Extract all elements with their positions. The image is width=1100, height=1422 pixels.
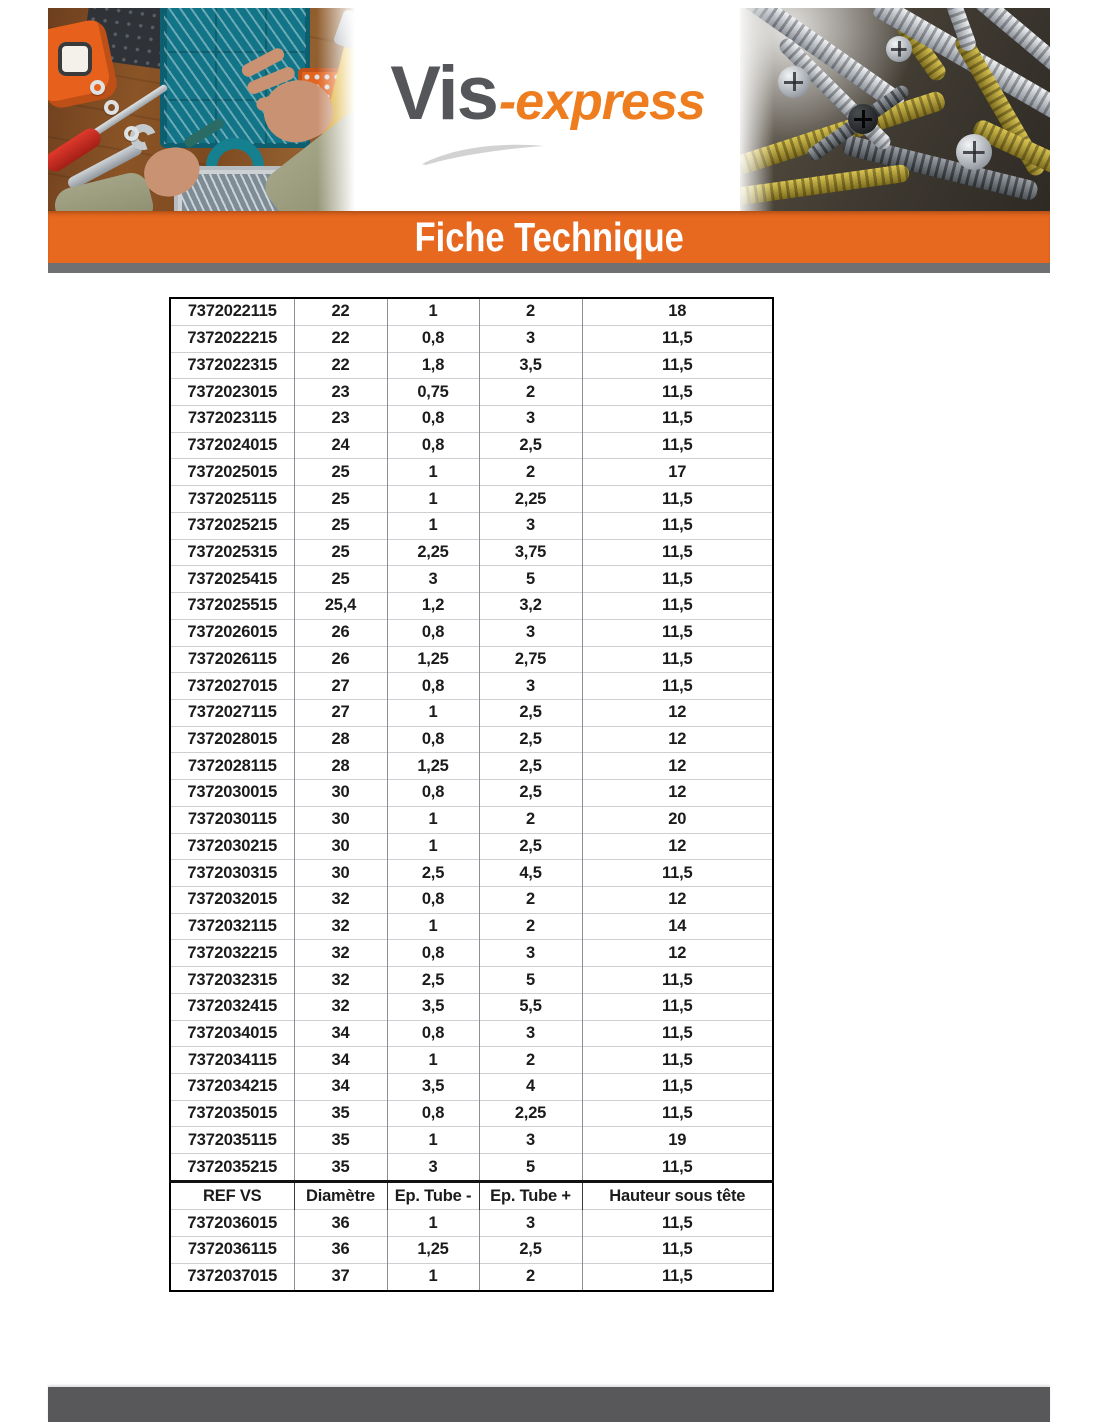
table-cell: 1	[387, 1263, 479, 1291]
table-row	[170, 1154, 773, 1182]
table-cell: 37	[294, 1263, 387, 1291]
table-cell: 2,5	[479, 726, 582, 753]
table-cell: 0,8	[387, 406, 479, 433]
table-cell: 0,8	[387, 1020, 479, 1047]
table-cell: 11,5	[582, 619, 773, 646]
washer-shape	[104, 100, 119, 115]
table-cell: 27	[294, 699, 387, 726]
table-cell: 11,5	[582, 646, 773, 673]
table-cell: 7372035215	[170, 1154, 294, 1182]
table-row	[170, 512, 773, 539]
table-cell: 22	[294, 352, 387, 379]
table-cell: 2,5	[479, 780, 582, 807]
table-cell: 11,5	[582, 566, 773, 593]
table-cell: 11,5	[582, 539, 773, 566]
table-cell: 1,8	[387, 352, 479, 379]
table-cell: 7372027015	[170, 673, 294, 700]
table-cell: 0,8	[387, 886, 479, 913]
table-row	[170, 1100, 773, 1127]
table-row	[170, 1127, 773, 1154]
table-cell: 2,5	[479, 699, 582, 726]
table-row	[170, 1210, 773, 1237]
table-cell: 25,4	[294, 593, 387, 620]
table-cell: 2,5	[479, 753, 582, 780]
workbench-photo	[48, 8, 355, 211]
table-row	[170, 1020, 773, 1047]
table-cell: 1,25	[387, 646, 479, 673]
table-row	[170, 486, 773, 513]
table-row	[170, 1237, 773, 1264]
table-cell: 11,5	[582, 486, 773, 513]
brand-logo	[390, 51, 705, 136]
table-cell: 0,8	[387, 1100, 479, 1127]
table-cell: 1,25	[387, 1237, 479, 1264]
table-cell: 3,5	[387, 993, 479, 1020]
screws-pile-photo	[740, 8, 1050, 211]
table-cell: 4,5	[479, 860, 582, 887]
table-cell: 2,5	[479, 833, 582, 860]
table-cell: 11,5	[582, 1074, 773, 1101]
table-cell: 1	[387, 913, 479, 940]
table-cell: 1	[387, 512, 479, 539]
table-cell: 3	[479, 619, 582, 646]
table-row	[170, 619, 773, 646]
table-cell: 11,5	[582, 379, 773, 406]
title-banner	[48, 211, 1050, 263]
table-cell: 7372030015	[170, 780, 294, 807]
table-cell: 11,5	[582, 967, 773, 994]
table-cell: 0,8	[387, 432, 479, 459]
table-cell: 3,5	[387, 1074, 479, 1101]
table-cell: 26	[294, 646, 387, 673]
table-cell: 7372025415	[170, 566, 294, 593]
table-cell: 14	[582, 913, 773, 940]
screw-head-shape	[886, 36, 912, 62]
table-cell: 12	[582, 753, 773, 780]
table-cell: 1	[387, 298, 479, 325]
table-cell: 7372032215	[170, 940, 294, 967]
table-cell: 2,75	[479, 646, 582, 673]
table-cell: 11,5	[582, 1210, 773, 1237]
table-cell: 26	[294, 619, 387, 646]
table-row	[170, 352, 773, 379]
table-cell: 36	[294, 1210, 387, 1237]
table-cell: 35	[294, 1154, 387, 1182]
table-row	[170, 646, 773, 673]
tape-measure-face-shape	[58, 42, 92, 76]
table-header-row	[170, 1182, 773, 1210]
table-cell: 28	[294, 753, 387, 780]
page-title: Fiche Technique	[414, 213, 684, 260]
table-cell: 1	[387, 1127, 479, 1154]
table-cell: 7372025115	[170, 486, 294, 513]
table-cell: 11,5	[582, 1047, 773, 1074]
table-cell: 11,5	[582, 406, 773, 433]
table-cell: 7372034115	[170, 1047, 294, 1074]
table-cell: 2,5	[387, 967, 479, 994]
table-cell: 7372028115	[170, 753, 294, 780]
table-row	[170, 753, 773, 780]
table-cell: 35	[294, 1100, 387, 1127]
table-cell: 22	[294, 298, 387, 325]
table-cell: 7372034215	[170, 1074, 294, 1101]
table-cell: 23	[294, 379, 387, 406]
table-cell: 12	[582, 699, 773, 726]
table-cell: 0,8	[387, 673, 479, 700]
table-row	[170, 379, 773, 406]
table-row	[170, 967, 773, 994]
table-cell: 0,75	[387, 379, 479, 406]
table-cell: 0,8	[387, 325, 479, 352]
table-cell: 3,75	[479, 539, 582, 566]
table-cell: 1	[387, 459, 479, 486]
table-cell: 2,25	[479, 1100, 582, 1127]
table-cell: 34	[294, 1074, 387, 1101]
table-cell: 11,5	[582, 593, 773, 620]
table-cell: 3	[479, 673, 582, 700]
table-cell: 7372022315	[170, 352, 294, 379]
table-cell: 32	[294, 940, 387, 967]
table-cell: 12	[582, 780, 773, 807]
table-cell: 25	[294, 539, 387, 566]
spec-table	[169, 297, 774, 1292]
table-cell: 2	[479, 806, 582, 833]
table-cell: 0,8	[387, 780, 479, 807]
logo-swoosh-icon	[417, 140, 549, 166]
table-cell: 7372026015	[170, 619, 294, 646]
table-cell: 7372025515	[170, 593, 294, 620]
table-row	[170, 432, 773, 459]
table-row	[170, 1074, 773, 1101]
table-cell: 30	[294, 833, 387, 860]
table-cell: 3	[479, 512, 582, 539]
table-cell: 3	[479, 325, 582, 352]
table-cell: 3	[479, 940, 582, 967]
table-cell: 30	[294, 806, 387, 833]
table-row	[170, 539, 773, 566]
table-cell: 28	[294, 726, 387, 753]
table-cell: 11,5	[582, 325, 773, 352]
table-row	[170, 406, 773, 433]
table-cell: 30	[294, 780, 387, 807]
washer-shape	[124, 126, 139, 141]
table-cell: 4	[479, 1074, 582, 1101]
table-cell: 7372035015	[170, 1100, 294, 1127]
table-row	[170, 459, 773, 486]
table-cell: 11,5	[582, 1237, 773, 1264]
table-cell: 5	[479, 967, 582, 994]
table-cell: 5,5	[479, 993, 582, 1020]
table-cell: 1	[387, 1210, 479, 1237]
table-cell: 7372032015	[170, 886, 294, 913]
table-row	[170, 833, 773, 860]
table-cell: 1	[387, 699, 479, 726]
table-row	[170, 780, 773, 807]
photo-fade-overlay	[317, 8, 355, 211]
spec-table-body	[170, 298, 773, 1291]
table-row	[170, 726, 773, 753]
table-cell: 11,5	[582, 860, 773, 887]
table-cell: 12	[582, 726, 773, 753]
table-cell: 2,5	[479, 1237, 582, 1264]
table-cell: 7372032315	[170, 967, 294, 994]
table-cell: 7372030315	[170, 860, 294, 887]
table-cell: 27	[294, 673, 387, 700]
table-cell: 30	[294, 860, 387, 887]
table-row	[170, 860, 773, 887]
table-cell: 24	[294, 432, 387, 459]
footer-bar	[48, 1387, 1050, 1422]
table-cell: 7372035115	[170, 1127, 294, 1154]
table-row	[170, 1263, 773, 1291]
table-cell: 7372034015	[170, 1020, 294, 1047]
table-cell: 25	[294, 486, 387, 513]
table-cell: 2	[479, 886, 582, 913]
table-cell: 2,25	[387, 539, 479, 566]
table-cell: 1	[387, 1047, 479, 1074]
table-cell: 20	[582, 806, 773, 833]
table-cell: 2,25	[479, 486, 582, 513]
table-cell: 1,2	[387, 593, 479, 620]
table-cell: 3	[387, 1154, 479, 1182]
table-cell: 3,2	[479, 593, 582, 620]
logo-area	[355, 8, 740, 211]
table-cell: 11,5	[582, 512, 773, 539]
column-header-cell: Diamètre	[294, 1182, 387, 1210]
table-cell: 7372022215	[170, 325, 294, 352]
table-cell: 2,5	[387, 860, 479, 887]
table-cell: 2	[479, 1047, 582, 1074]
table-cell: 25	[294, 459, 387, 486]
table-cell: 32	[294, 913, 387, 940]
table-cell: 5	[479, 1154, 582, 1182]
column-header-cell: Hauteur sous tête	[582, 1182, 773, 1210]
table-cell: 7372036115	[170, 1237, 294, 1264]
table-cell: 7372030115	[170, 806, 294, 833]
table-cell: 11,5	[582, 1100, 773, 1127]
table-cell: 1	[387, 486, 479, 513]
table-row	[170, 1047, 773, 1074]
table-cell: 17	[582, 459, 773, 486]
table-cell: 7372022115	[187, 302, 277, 321]
table-cell: 11,5	[582, 1154, 773, 1182]
table-cell: 1	[387, 833, 479, 860]
photo-fade-overlay	[740, 8, 774, 211]
table-cell: 3,5	[479, 352, 582, 379]
table-cell: 12	[582, 833, 773, 860]
table-cell: 1	[387, 806, 479, 833]
table-row	[170, 325, 773, 352]
column-header-cell: REF VS	[170, 1182, 294, 1210]
table-cell: 7372023015	[170, 379, 294, 406]
table-row	[170, 593, 773, 620]
table-cell: 3	[479, 406, 582, 433]
table-cell: 11,5	[582, 1263, 773, 1291]
table-cell: 11,5	[582, 352, 773, 379]
table-row	[170, 940, 773, 967]
table-cell: 2	[479, 913, 582, 940]
table-cell: 35	[294, 1127, 387, 1154]
column-header-cell: Ep. Tube -	[387, 1182, 479, 1210]
table-cell: 25	[294, 566, 387, 593]
table-cell: 5	[479, 566, 582, 593]
table-cell: 3	[479, 1127, 582, 1154]
table-cell: 2	[479, 1263, 582, 1291]
table-row	[170, 298, 773, 325]
table-row	[170, 913, 773, 940]
table-cell: 34	[294, 1020, 387, 1047]
header-divider-bar	[48, 263, 1050, 273]
logo-text-express: -express	[498, 73, 705, 131]
table-cell: 7372025215	[170, 512, 294, 539]
table-cell: 0,8	[387, 940, 479, 967]
table-cell: 3	[479, 1210, 582, 1237]
table-row	[170, 699, 773, 726]
table-cell: 7372023115	[170, 406, 294, 433]
page-header	[48, 8, 1050, 211]
table-cell: 36	[294, 1237, 387, 1264]
table-cell: 3	[479, 1020, 582, 1047]
table-cell: 2,5	[479, 432, 582, 459]
table-cell: 2	[479, 298, 582, 325]
table-cell: 11,5	[582, 432, 773, 459]
table-row	[170, 886, 773, 913]
table-cell: 23	[294, 406, 387, 433]
table-cell: 7372037015	[170, 1263, 294, 1291]
screw-head-shape	[848, 104, 878, 134]
table-cell: 7372025015	[170, 459, 294, 486]
table-cell: 7372024015	[170, 432, 294, 459]
table-cell: 3	[387, 566, 479, 593]
table-cell: 11,5	[582, 673, 773, 700]
table-cell: 32	[294, 886, 387, 913]
table-cell: 0,8	[387, 619, 479, 646]
table-cell: 32	[294, 967, 387, 994]
table-cell: 7372032415	[170, 993, 294, 1020]
table-cell: 25	[294, 512, 387, 539]
table-cell: 7372027115	[170, 699, 294, 726]
table-cell: 11,5	[582, 1020, 773, 1047]
table-cell: 7372028015	[170, 726, 294, 753]
table-cell: 12	[582, 940, 773, 967]
table-cell: 7372036015	[170, 1210, 294, 1237]
table-cell: 19	[582, 1127, 773, 1154]
table-row	[170, 993, 773, 1020]
table-row	[170, 806, 773, 833]
screw-head-shape	[778, 66, 810, 98]
table-cell: 32	[294, 993, 387, 1020]
table-row	[170, 673, 773, 700]
table-cell: 7372026115	[170, 646, 294, 673]
table-cell: 22	[294, 325, 387, 352]
table-cell: 7372030215	[170, 833, 294, 860]
logo-text-vis: Vis	[390, 51, 497, 136]
table-cell: 2	[479, 459, 582, 486]
screw-head-shape	[956, 134, 992, 170]
table-cell: 7372032115	[170, 913, 294, 940]
table-cell: 0,8	[387, 726, 479, 753]
table-cell: 2	[479, 379, 582, 406]
table-row	[170, 566, 773, 593]
table-cell: 11,5	[582, 993, 773, 1020]
table-cell: 18	[582, 298, 773, 325]
washer-shape	[90, 80, 105, 95]
table-cell: 1,25	[387, 753, 479, 780]
column-header-cell: Ep. Tube +	[479, 1182, 582, 1210]
table-cell: 12	[582, 886, 773, 913]
table-cell: 34	[294, 1047, 387, 1074]
table-cell: 7372025315	[170, 539, 294, 566]
